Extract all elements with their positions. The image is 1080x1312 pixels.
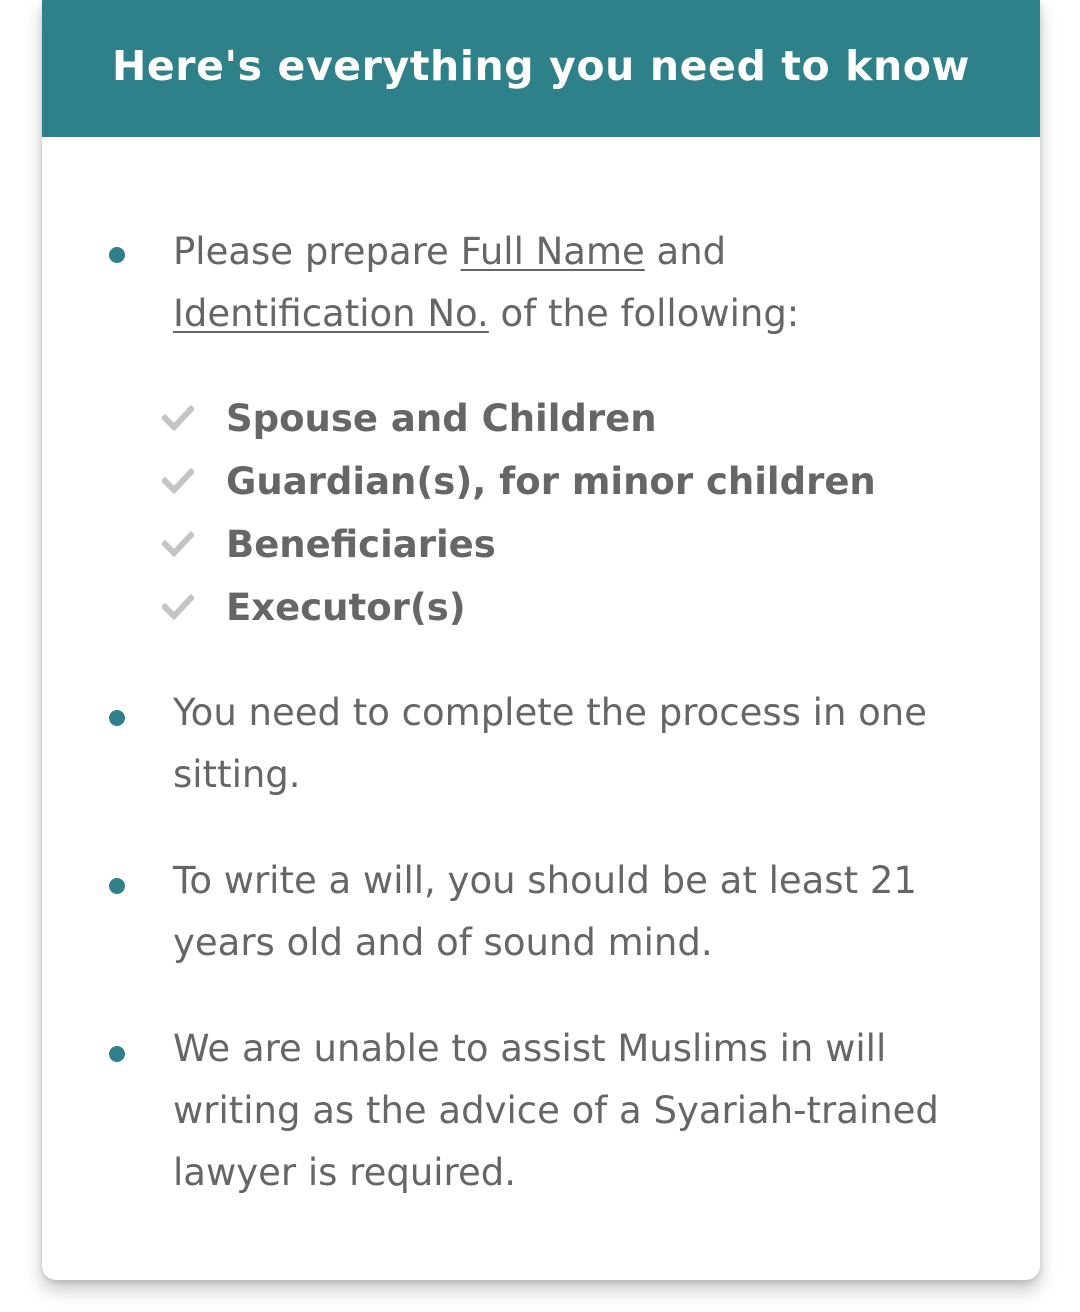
checkmark-icon <box>162 531 194 557</box>
checkmark-icon <box>162 594 194 620</box>
prepare-text-pre: Please prepare <box>173 230 461 273</box>
checklist-item <box>162 450 962 513</box>
checklist-item <box>162 387 962 450</box>
full-name-term: Full Name <box>460 230 645 273</box>
muslims-notice-text: We are unable to assist Muslims in will writing as the advice of a Syariah-trained lawyer is required. <box>173 1027 939 1194</box>
bullet-dot-icon <box>109 247 125 263</box>
checklist-item <box>162 576 962 639</box>
checklist-label: Executor(s) <box>226 586 466 629</box>
checkmark-icon <box>162 468 194 494</box>
checkmark-icon <box>162 405 194 431</box>
checklist-label: Guardian(s), for minor children <box>226 460 876 503</box>
prepare-text-post: of the following: <box>488 292 800 335</box>
info-card <box>42 0 1040 1280</box>
bullet-dot-icon <box>109 878 125 894</box>
checklist-label: Spouse and Children <box>226 397 657 440</box>
prepare-text <box>173 221 993 345</box>
prepare-text-mid: and <box>644 230 727 273</box>
identification-no-term: Identification No. <box>173 292 489 335</box>
card-header <box>42 0 1040 137</box>
bullet-dot-icon <box>109 1046 125 1062</box>
one-sitting-text: You need to complete the process in one sitting. <box>173 691 928 796</box>
checklist-item <box>162 513 962 576</box>
checklist-label: Beneficiaries <box>226 523 496 566</box>
age-requirement-text: To write a will, you should be at least 21 years old and of sound mind. <box>173 859 917 964</box>
card-title: Here's everything you need to know <box>111 41 971 90</box>
bullet-dot-icon <box>109 710 125 726</box>
